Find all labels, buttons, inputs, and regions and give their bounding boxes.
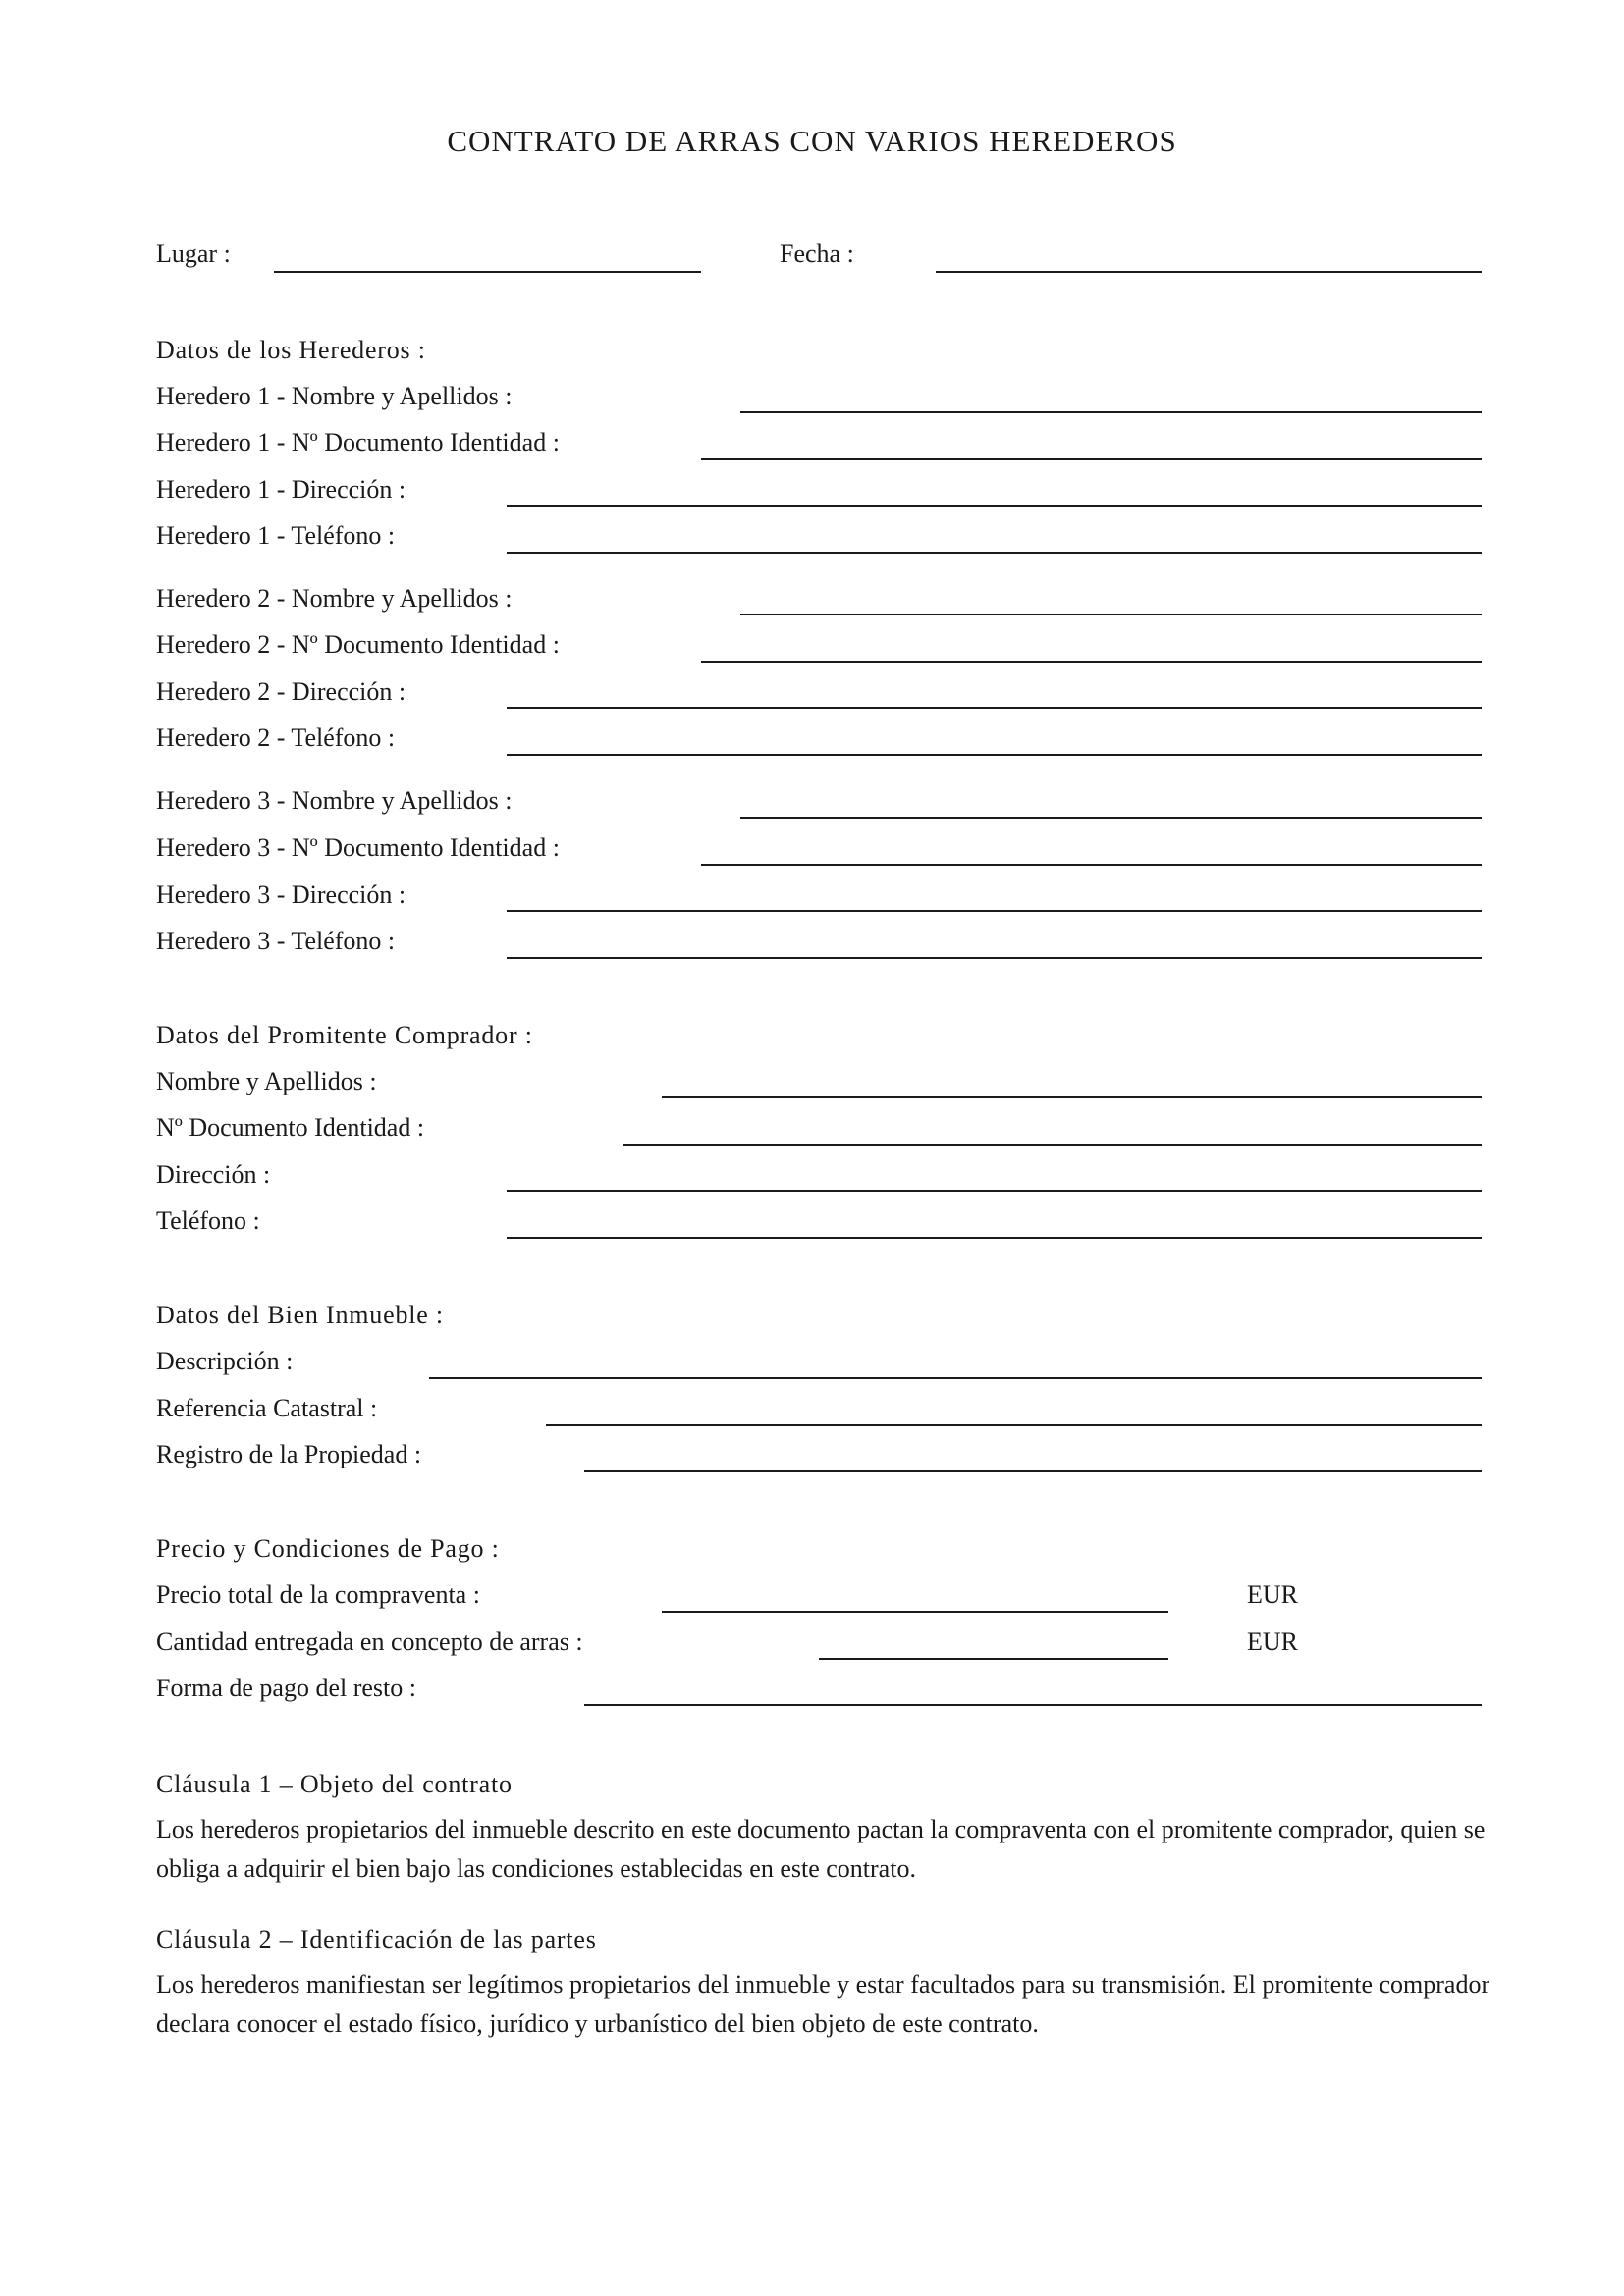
clausula2-title: Cláusula 2 – Identificación de las partes	[156, 1925, 597, 1953]
heredero1-telefono-label: Heredero 1 - Teléfono :	[156, 521, 396, 550]
lugar-field[interactable]	[274, 271, 701, 273]
precio-arras-currency: EUR	[1247, 1628, 1298, 1656]
heredero3-direccion-field[interactable]	[507, 910, 1482, 912]
heredero1-direccion-label: Heredero 1 - Dirección :	[156, 475, 406, 504]
comprador-nombre-field[interactable]	[662, 1096, 1482, 1098]
precio-total-label: Precio total de la compraventa :	[156, 1580, 480, 1609]
comprador-direccion-label: Dirección :	[156, 1160, 271, 1189]
comprador-documento-label: Nº Documento Identidad :	[156, 1113, 425, 1142]
heredero2-documento-label: Heredero 2 - Nº Documento Identidad :	[156, 630, 560, 659]
inmueble-referencia-label: Referencia Catastral :	[156, 1394, 378, 1422]
heredero3-documento-label: Heredero 3 - Nº Documento Identidad :	[156, 833, 560, 862]
comprador-nombre-label: Nombre y Apellidos :	[156, 1067, 377, 1095]
heredero3-telefono-field[interactable]	[507, 957, 1482, 959]
precio-arras-label: Cantidad entregada en concepto de arras :	[156, 1628, 583, 1656]
inmueble-descripcion-field[interactable]	[429, 1377, 1482, 1379]
inmueble-registro-label: Registro de la Propiedad :	[156, 1440, 422, 1468]
heredero2-nombre-label: Heredero 2 - Nombre y Apellidos :	[156, 584, 513, 613]
comprador-telefono-label: Teléfono :	[156, 1206, 260, 1235]
precio-total-field[interactable]	[662, 1611, 1168, 1613]
clausula1-title: Cláusula 1 – Objeto del contrato	[156, 1770, 513, 1798]
heredero2-nombre-field[interactable]	[740, 614, 1482, 615]
fecha-label: Fecha :	[780, 240, 854, 268]
heredero1-nombre-field[interactable]	[740, 411, 1482, 413]
precio-arras-field[interactable]	[819, 1658, 1168, 1660]
heredero3-nombre-label: Heredero 3 - Nombre y Apellidos :	[156, 786, 513, 815]
heredero3-direccion-label: Heredero 3 - Dirección :	[156, 881, 406, 909]
clausula1-text: Los herederos propietarios del inmueble descrito en este documento pactan la compraventa con el promitente comprador, quien se obliga a adquirir el bien bajo las condiciones establecidas en este contrato.	[156, 1815, 1486, 1883]
inmueble-referencia-field[interactable]	[546, 1424, 1482, 1426]
heredero3-documento-field[interactable]	[701, 864, 1482, 866]
comprador-direccion-field[interactable]	[507, 1190, 1482, 1192]
herederos-section-title: Datos de los Herederos :	[156, 336, 426, 364]
heredero1-telefono-field[interactable]	[507, 552, 1482, 554]
clausula2-text: Los herederos manifiestan ser legítimos propietarios del inmueble y estar facultados para su transmisión. El promitente comprador declara conocer el estado físico, jurídico y urbanístico del bien objeto de este contrato.	[156, 1970, 1490, 2038]
fecha-field[interactable]	[936, 271, 1482, 273]
comprador-section-title: Datos del Promitente Comprador :	[156, 1021, 533, 1049]
heredero1-direccion-field[interactable]	[507, 505, 1482, 507]
inmueble-descripcion-label: Descripción :	[156, 1347, 294, 1375]
heredero1-documento-label: Heredero 1 - Nº Documento Identidad :	[156, 428, 560, 456]
inmueble-section-title: Datos del Bien Inmueble :	[156, 1301, 444, 1329]
heredero1-nombre-label: Heredero 1 - Nombre y Apellidos :	[156, 382, 513, 410]
heredero2-telefono-label: Heredero 2 - Teléfono :	[156, 723, 396, 752]
heredero3-nombre-field[interactable]	[740, 817, 1482, 819]
precio-section-title: Precio y Condiciones de Pago :	[156, 1534, 500, 1563]
heredero3-telefono-label: Heredero 3 - Teléfono :	[156, 927, 396, 955]
precio-total-currency: EUR	[1247, 1580, 1298, 1609]
document-title: CONTRATO DE ARRAS CON VARIOS HEREDEROS	[447, 124, 1177, 158]
heredero1-documento-field[interactable]	[701, 458, 1482, 460]
precio-forma-label: Forma de pago del resto :	[156, 1674, 416, 1702]
comprador-documento-field[interactable]	[623, 1144, 1482, 1146]
heredero2-telefono-field[interactable]	[507, 754, 1482, 756]
precio-forma-field[interactable]	[584, 1704, 1482, 1706]
lugar-label: Lugar :	[156, 240, 231, 268]
inmueble-registro-field[interactable]	[584, 1470, 1482, 1472]
heredero2-direccion-field[interactable]	[507, 707, 1482, 709]
heredero2-direccion-label: Heredero 2 - Dirección :	[156, 677, 406, 706]
comprador-telefono-field[interactable]	[507, 1237, 1482, 1239]
heredero2-documento-field[interactable]	[701, 661, 1482, 663]
